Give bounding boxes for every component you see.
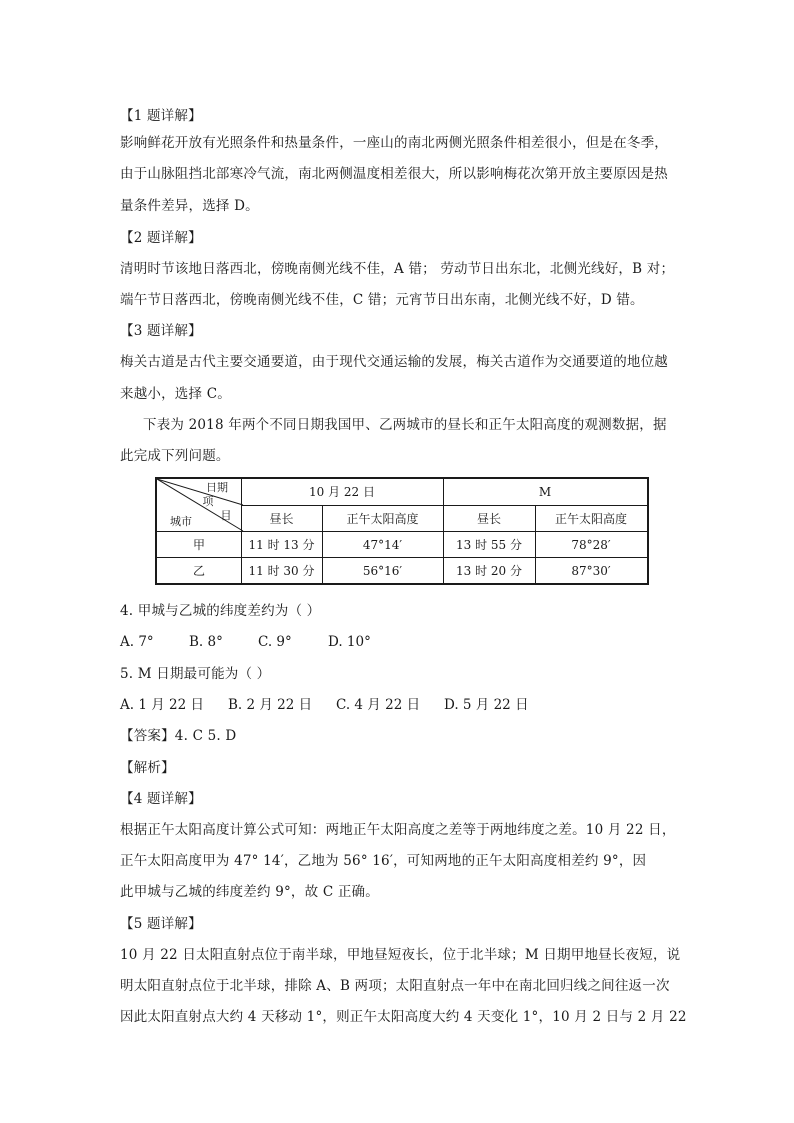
table-cell-city: 乙 <box>192 564 205 578</box>
analysis-heading: 【解析】 <box>120 760 175 776</box>
question-5: 5. M 日期最可能为（ ） <box>120 666 271 682</box>
table-cell: 47°14′ <box>362 538 403 552</box>
observation-table <box>155 477 649 585</box>
table-cell: 13 时 55 分 <box>456 538 522 552</box>
q2-text-line-1: 清明时节该地日落西北，傍晚南侧光线不佳，A 错； 劳动节日出东北，北侧光线好，B 对； <box>120 261 675 277</box>
q5-option-b: B. 2 月 22 日 <box>228 697 313 713</box>
q4-text-line-1: 根据正午太阳高度计算公式可知：两地正午太阳高度之差等于两地纬度之差。10 月 22 日， <box>120 822 676 838</box>
q1-text-line-2: 由于山脉阻挡北部寒冷气流，南北两侧温度相差很大，所以影响梅花次第开放主要原因是热 <box>120 166 668 182</box>
corner-label-city: 城市 <box>170 515 192 528</box>
q5-option-d: D. 5 月 22 日 <box>444 697 529 713</box>
table-cell: 56°16′ <box>362 564 403 578</box>
date-header-oct22: 10 月 22 日 <box>309 485 375 499</box>
q4-option-b: B. 8° <box>189 634 223 650</box>
q1-heading: 【1 题详解】 <box>120 108 202 124</box>
intro-text-line-2: 此完成下列问题。 <box>120 448 230 464</box>
q4-text-line-3: 此甲城与乙城的纬度差约 9°，故 C 正确。 <box>120 884 379 900</box>
q4-heading: 【4 题详解】 <box>120 791 202 807</box>
table-cell: 13 时 20 分 <box>456 564 522 578</box>
q2-text-line-2: 端午节日落西北，傍晚南侧光线不佳，C 错；元宵节日出东南，北侧光线不好，D 错。 <box>120 292 644 308</box>
q4-text-line-2: 正午太阳高度甲为 47° 14′，乙地为 56° 16′，可知两地的正午太阳高度相差约 9°，因 <box>120 853 647 869</box>
q3-text-line-1: 梅关古道是古代主要交通要道，由于现代交通运输的发展，梅关古道作为交通要道的地位越 <box>120 354 668 370</box>
col-header-noon-altitude-1: 正午太阳高度 <box>346 512 419 526</box>
q5-text-line-1: 10 月 22 日太阳直射点位于南半球，甲地昼短夜长，位于北半球；M 日期甲地昼长夜短，说 <box>120 947 681 963</box>
q5-option-a: A. 1 月 22 日 <box>120 697 204 713</box>
q4-option-d: D. 10° <box>328 634 371 650</box>
answer-line: 【答案】4. C 5. D <box>120 728 237 744</box>
q4-option-c: C. 9° <box>258 634 292 650</box>
q3-heading: 【3 题详解】 <box>120 323 202 339</box>
table-cell: 78°28′ <box>571 538 611 552</box>
corner-label-item-1: 项 <box>202 495 214 508</box>
table-cell: 11 时 30 分 <box>248 564 315 578</box>
col-header-daylength-2: 昼长 <box>476 512 501 526</box>
q2-heading: 【2 题详解】 <box>120 230 202 246</box>
table-cell-city: 甲 <box>192 538 205 552</box>
date-header-m: M <box>538 485 552 499</box>
col-header-daylength-1: 昼长 <box>269 512 294 526</box>
q3-text-line-2: 来越小，选择 C。 <box>120 386 231 402</box>
q1-text-line-3: 量条件差异，选择 D。 <box>120 198 259 214</box>
q5-text-line-3: 因此太阳直射点大约 4 天移动 1°，则正午太阳高度大约 4 天变化 1°，10 月 2 日与 2 月 22 <box>120 1009 687 1025</box>
q5-text-line-2: 明太阳直射点位于北半球，排除 A、B 两项；太阳直射点一年中在南北回归线之间往返一次 <box>120 978 670 994</box>
q5-heading: 【5 题详解】 <box>120 916 202 932</box>
intro-text-line-1: 下表为 2018 年两个不同日期我国甲、乙两城市的昼长和正午太阳高度的观测数据，据 <box>143 417 667 433</box>
col-header-noon-altitude-2: 正午太阳高度 <box>554 512 627 526</box>
question-4: 4. 甲城与乙城的纬度差约为（ ） <box>120 603 321 619</box>
corner-label-item-2: 目 <box>220 509 232 522</box>
q4-option-a: A. 7° <box>120 634 154 650</box>
table-cell: 11 时 13 分 <box>248 538 315 552</box>
q5-option-c: C. 4 月 22 日 <box>336 697 421 713</box>
corner-label-date: 日期 <box>206 481 228 494</box>
table-cell: 87°30′ <box>571 564 611 578</box>
q1-text-line-1: 影响鲜花开放有光照条件和热量条件，一座山的南北两侧光照条件相差很小，但是在冬季， <box>120 135 668 151</box>
